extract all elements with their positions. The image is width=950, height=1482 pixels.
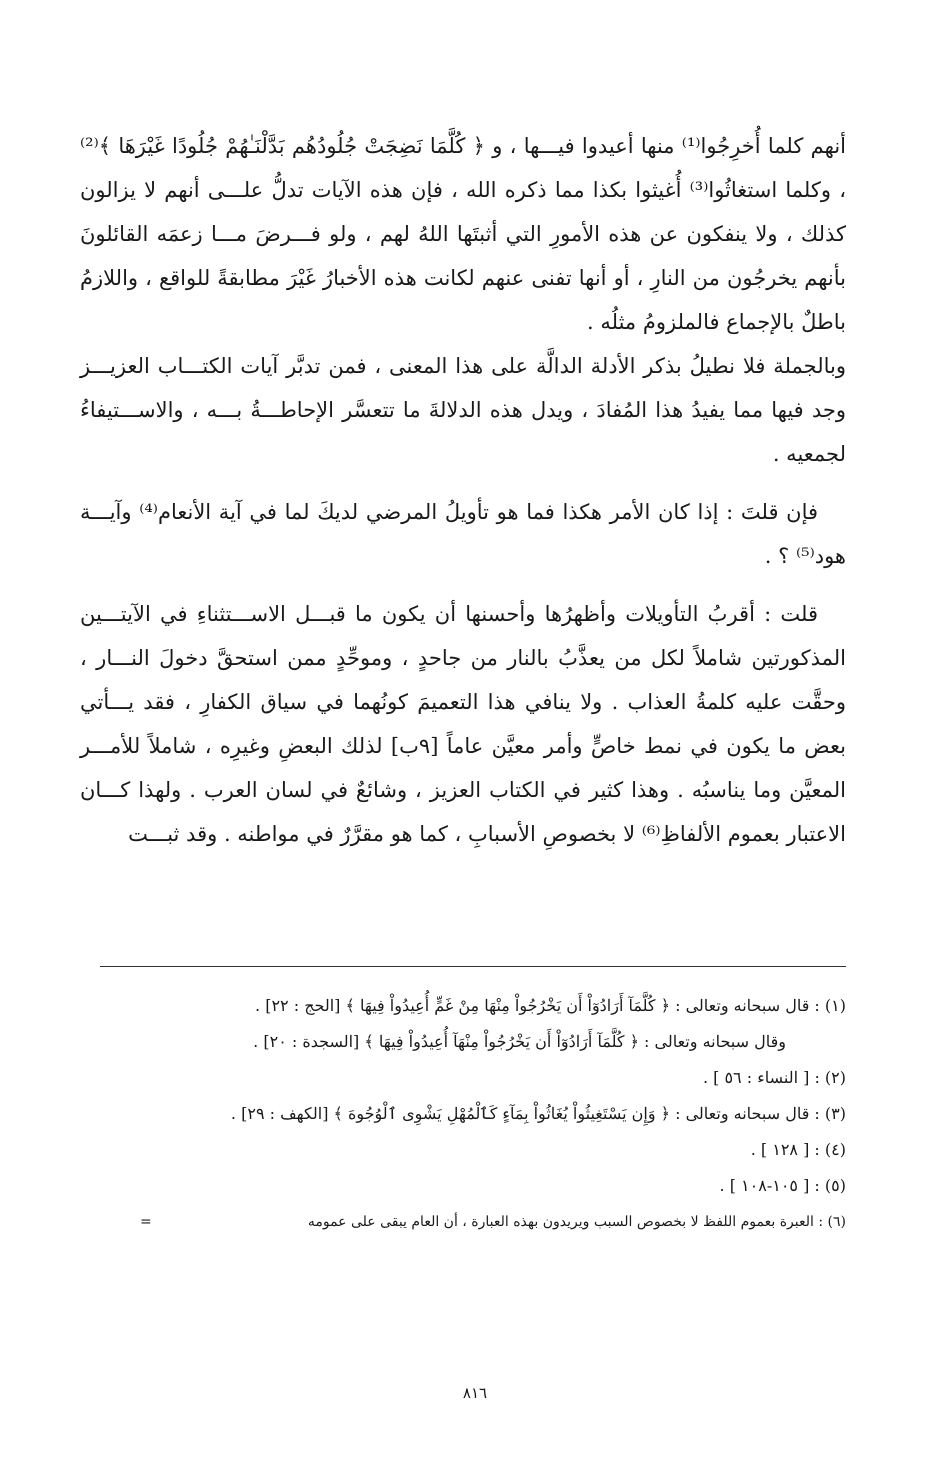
footnote-5: (٥) : [ ١٠٥-١٠٨ ] . [719,1176,846,1195]
footnote-2: (٢) : [ النساء : ٥٦ ] . [702,1068,846,1087]
footnote-separator [100,966,846,967]
main-text [80,124,846,856]
paragraph-3: فإن قلتَ : إذا كان الأمر هكذا فما هو تأويلُ المرضي لديكَ لما في آية الأنعام⁽⁴⁾ وآيـــة هود⁽⁵⁾ ؟ . [80,500,846,568]
paragraph-2: وبالجملة فلا نطيلُ بذكر الأدلة الدالَّة على هذا المعنى ، فمن تدبَّر آيات الكتـــاب العزيـــز وجد فيها مما يفيدُ هذا المُفادَ ، ويدل هذه الدلالةَ ما تتعسَّر الإحاطـــةُ بـــه ، والاســـتيفاءُ لجمعيه . [80,354,846,466]
footnote-1-continuation: وقال سبحانه وتعالى : ﴿ كُلَّمَآ أَرَادُوٓاْ أَن يَخْرُجُواْ مِنْهَآ أُعِيدُواْ فِيهَا ﴾ [السجدة : ٢٠] . [253,1032,786,1051]
footnote-6-text: (٦) : العبرة بعموم اللفظ لا بخصوص السبب ويريدون بهذه العبارة ، أن العام يبقى على عمومه [307,1214,846,1230]
footnote-4: (٤) : [ ١٢٨ ] . [750,1140,846,1159]
footnote-continuation-mark: = [140,1214,152,1230]
page-number: ٨١٦ [462,1384,488,1402]
footnote-1: (١) : قال سبحانه وتعالى : ﴿ كُلَّمَآ أَرَادُوٓاْ أَن يَخْرُجُواْ مِنْهَا مِنْ غَمٍّ أُعِيدُواْ فِيهَا ﴾ [الحج : ٢٢] . [255,996,846,1015]
footnote-3: (٣) : قال سبحانه وتعالى : ﴿ وَإِن يَسْتَغِيثُواْ يُغَاثُواْ بِمَآءٍ كَٱلْمُهْلِ يَشْوِى ٱلْوُجُوهَ ﴾ [الكهف : ٢٩] . [230,1104,846,1123]
footnotes [80,988,846,1240]
paragraph-1: أنهم كلما أُخرِجُوا⁽¹⁾ منها أعيدوا فيـــها ، و ﴿ كُلَّمَا نَضِجَتْ جُلُودُهُم بَدَّلْنَـٰهُمْ جُلُودًا غَيْرَهَا ﴾⁽²⁾ ، وكلما استغاثُوا⁽³⁾ أُغيثوا بكذا مما ذكره الله ، فإن هذه الآيات تدلُّ علـــى أنهم لا يزالون كذلك ، ولا ينفكون عن هذه الأمورِ التي أثبتَها اللهُ لهم ، ولو فـــرضَ مـــا زعمَه القائلونَ بأنهم يخرجُون من النارِ ، أو أنها تفنى عنهم لكانت هذه الأخبارُ غَيْرَ مطابقةً للواقع ، واللازمُ باطلٌ بالإجماع فالملزومُ مثلُه . [80,134,846,334]
paragraph-4: قلت : أقربُ التأويلات وأظهرُها وأحسنها أن يكون ما قبـــل الاســـتثناءِ في الآيتـــين المذكورتين شاملاً لكل من يعذَّبُ بالنار من جاحدٍ ، وموحِّدٍ ممن استحقَّ دخولَ النـــار ، وحقَّت عليه كلمةُ العذاب . ولا ينافي هذا التعميمَ كونُهما في سياق الكفارِ ، فقد يـــأتي بعض ما يكون في نمط خاصٍّ وأمر معيَّن عاماً [٩ب] لذلك البعضِ وغيرِه ، شاملاً للأمـــر المعيَّن وما يناسبُه . وهذا كثير في الكتاب العزيز ، وشائعٌ في لسان العرب . ولهذا كـــان الاعتبار بعموم الألفاظِ⁽⁶⁾ لا بخصوصِ الأسبابِ ، كما هو مقرَّرٌ في مواطنه . وقد ثبـــت [80,602,847,846]
footnote-6 [80,1204,846,1240]
